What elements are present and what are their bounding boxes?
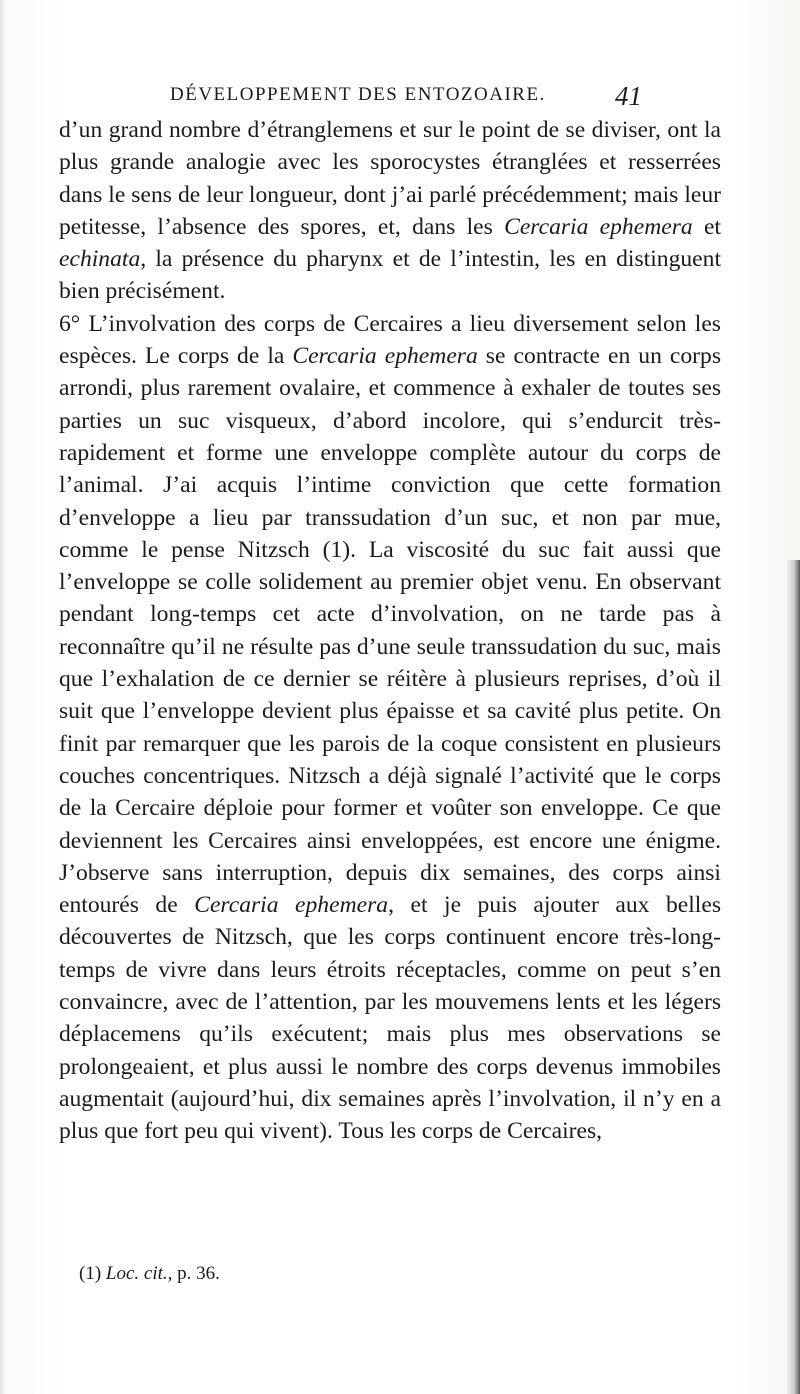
italic-term: echinata	[59, 246, 141, 273]
paragraph-1: d’un grand nombre d’étranglemens et sur le point de se diviser, ont la plus grande analogie avec les sporocystes étranglées et resserrées dans le sens de leur longueur, dont j’ai parlé précédemment; mais leur petitesse, l’absence des spores, et, dans les Cercaria ephemera et echinata, la présence du pharynx et de l’intestin, les en distinguent bien précisément.	[59, 117, 721, 305]
body-text	[59, 114, 721, 1148]
page-left-shadow	[0, 0, 6, 1394]
running-head: DÉVELOPPEMENT DES ENTOZOAIRE.	[170, 84, 546, 105]
footnote-page: p. 36.	[177, 1263, 220, 1284]
page-binding-shadow	[786, 560, 800, 1394]
italic-term: Cercaria ephemera	[194, 892, 389, 919]
footnote	[79, 1263, 220, 1285]
footnote-ref: Loc. cit.,	[105, 1263, 173, 1284]
page-number: 41	[615, 81, 642, 111]
paragraph-2: 6° L’involvation des corps de Cercaires a lieu diversement selon les espèces. Le corps de la Cercaria ephemera se contracte en un corps arrondi, plus rarement ovalaire, et commence à exhaler de toutes ses parties un suc visqueux, d’abord incolore, qui s’endurcit très-rapidement et forme une enveloppe complète autour du corps de l’animal. J’ai acquis l’intime conviction que cette formation d’enveloppe a lieu par transsudation d’un suc, et non par mue, comme le pense Nitzsch (1). La viscosité du suc fait aussi que l’enveloppe se colle solidement au premier objet venu. En observant pendant long-temps cet acte d’involvation, on ne tarde pas à reconnaître qu’il ne résulte pas d’une seule transsudation du suc, mais que l’exhalation de ce dernier se réitère à plusieurs reprises, d’où il suit que l’enveloppe devient plus épaisse et sa cavité plus petite. On finit par remarquer que les parois de la coque consistent en plusieurs couches concentriques. Nitzsch a déjà signalé l’activité que le corps de la Cercaire déploie pour former et voûter son enveloppe. Ce que deviennent les Cercaires ainsi enveloppées, est encore une énigme. J’observe sans interruption, depuis dix semaines, des corps ainsi entourés de Cercaria ephemera, et je puis ajouter aux belles découvertes de Nitzsch, que les corps continuent encore très-long-temps de vivre dans leurs étroits réceptacles, comme on peut s’en convaincre, avec de l’attention, par les mouvemens lents et les légers déplacemens qu’ils exécutent; mais plus mes observations se prolongeaient, et plus aussi le nombre des corps devenus immobiles augmentait (aujourd’hui, dix semaines après l’involvation, il n’y en a plus que fort peu qui vivent). Tous les corps de Cercaires,	[59, 310, 722, 1145]
italic-term: Cercaria ephemera	[504, 213, 693, 240]
italic-term: Cercaria ephemera	[292, 343, 478, 370]
footnote-marker: (1)	[79, 1263, 102, 1284]
